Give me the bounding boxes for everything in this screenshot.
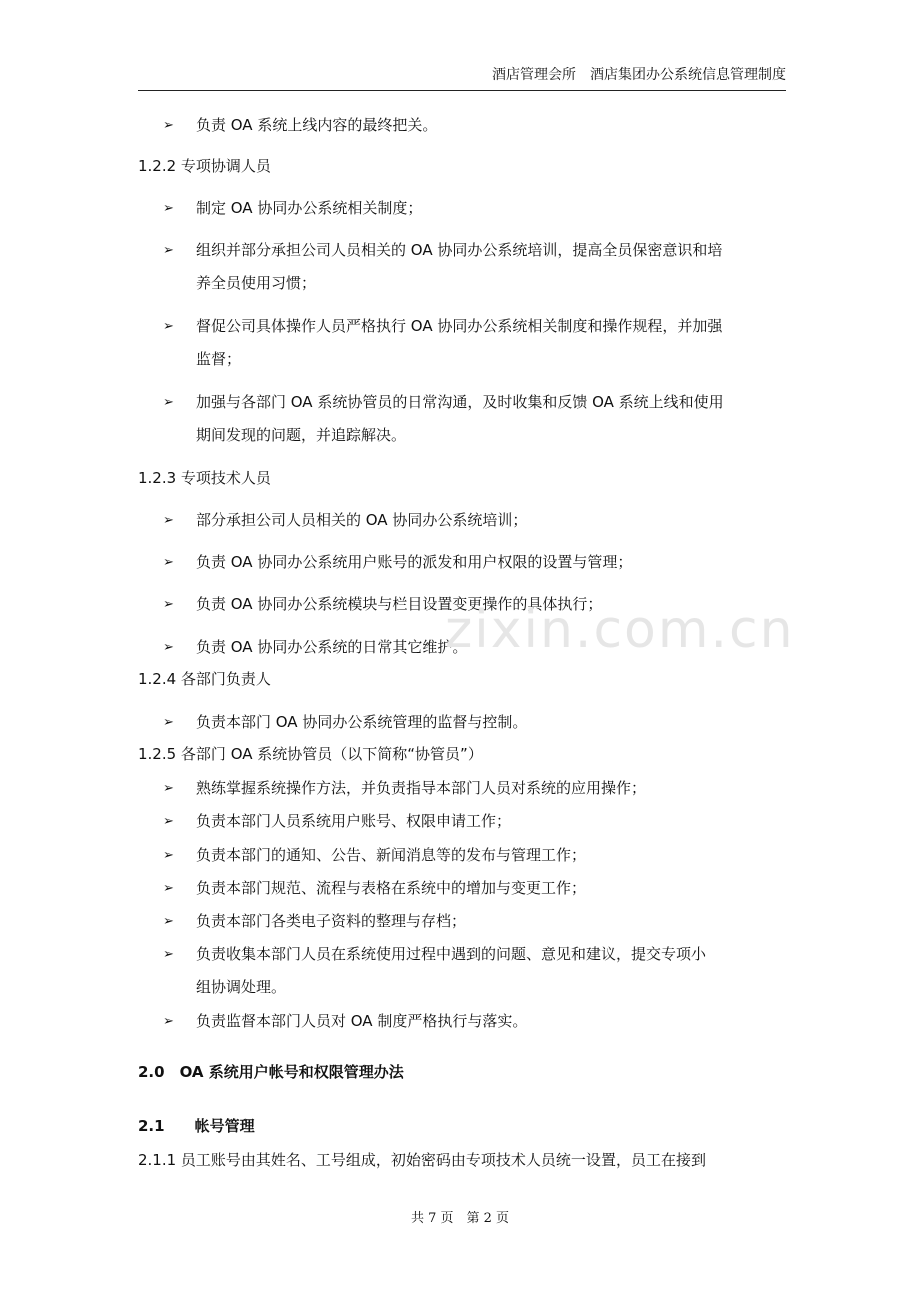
subsection-heading: 1.2.2 专项协调人员 bbox=[138, 157, 271, 175]
subsection-heading: 1.2.4 各部门负责人 bbox=[138, 670, 271, 688]
bullet-icon: ➢ bbox=[163, 848, 174, 863]
page-header: 酒店管理会所 酒店集团办公系统信息管理制度 bbox=[138, 64, 786, 91]
list-item: 负责本部门规范、流程与表格在系统中的增加与变更工作； bbox=[196, 879, 587, 897]
list-item: 监督； bbox=[196, 350, 242, 368]
subsection-heading: 1.2.5 各部门 OA 系统协管员（以下简称“协管员”） bbox=[138, 745, 483, 763]
list-item: 负责收集本部门人员在系统使用过程中遇到的问题、意见和建议，提交专项小 bbox=[196, 945, 707, 963]
list-item: 负责本部门各类电子资料的整理与存档； bbox=[196, 912, 467, 930]
list-item: 负责 OA 协同办公系统模块与栏目设置变更操作的具体执行； bbox=[196, 595, 603, 613]
bullet-icon: ➢ bbox=[163, 1014, 174, 1029]
list-item: 制定 OA 协同办公系统相关制度； bbox=[196, 199, 423, 217]
bullet-icon: ➢ bbox=[163, 947, 174, 962]
list-item: 负责监督本部门人员对 OA 制度严格执行与落实。 bbox=[196, 1012, 528, 1030]
bullet-icon: ➢ bbox=[163, 243, 174, 258]
bullet-icon: ➢ bbox=[163, 319, 174, 334]
list-item: 组协调处理。 bbox=[196, 978, 287, 996]
list-item: 养全员使用习惯； bbox=[196, 274, 317, 292]
page-footer: 共 7 页 第 2 页 bbox=[410, 1211, 510, 1226]
list-item: 负责 OA 协同办公系统的日常其它维护。 bbox=[196, 638, 468, 656]
bullet-icon: ➢ bbox=[163, 513, 174, 528]
list-item: 负责本部门的通知、公告、新闻消息等的发布与管理工作； bbox=[196, 846, 587, 864]
list-item: 熟练掌握系统操作方法，并负责指导本部门人员对系统的应用操作； bbox=[196, 779, 647, 797]
list-item: 期间发现的问题，并追踪解决。 bbox=[196, 426, 407, 444]
paragraph: 2.1.1 员工账号由其姓名、工号组成，初始密码由专项技术人员统一设置，员工在接到 bbox=[138, 1151, 706, 1169]
bullet-icon: ➢ bbox=[163, 914, 174, 929]
list-item: 部分承担公司人员相关的 OA 协同办公系统培训； bbox=[196, 511, 528, 529]
list-item: 组织并部分承担公司人员相关的 OA 协同办公系统培训，提高全员保密意识和培 bbox=[196, 241, 723, 259]
bullet-icon: ➢ bbox=[163, 118, 174, 133]
list-item: 督促公司具体操作人员严格执行 OA 协同办公系统相关制度和操作规程，并加强 bbox=[196, 317, 723, 335]
subsection-heading: 1.2.3 专项技术人员 bbox=[138, 469, 271, 487]
bullet-icon: ➢ bbox=[163, 201, 174, 216]
bullet-icon: ➢ bbox=[163, 814, 174, 829]
bullet-icon: ➢ bbox=[163, 715, 174, 730]
list-item: 负责 OA 协同办公系统用户账号的派发和用户权限的设置与管理； bbox=[196, 553, 633, 571]
list-item: 加强与各部门 OA 系统协管员的日常沟通，及时收集和反馈 OA 系统上线和使用 bbox=[196, 393, 724, 411]
bullet-icon: ➢ bbox=[163, 395, 174, 410]
list-item: 负责本部门人员系统用户账号、权限申请工作； bbox=[196, 812, 512, 830]
section-heading: 2.0 OA 系统用户帐号和权限管理办法 bbox=[138, 1063, 404, 1081]
section-heading: 2.1 帐号管理 bbox=[138, 1117, 255, 1135]
bullet-icon: ➢ bbox=[163, 640, 174, 655]
bullet-icon: ➢ bbox=[163, 881, 174, 896]
watermark: zixin.com.cn bbox=[445, 600, 795, 660]
bullet-icon: ➢ bbox=[163, 597, 174, 612]
bullet-icon: ➢ bbox=[163, 781, 174, 796]
list-item: 负责本部门 OA 协同办公系统管理的监督与控制。 bbox=[196, 713, 528, 731]
list-item: 负责 OA 系统上线内容的最终把关。 bbox=[196, 116, 438, 134]
bullet-icon: ➢ bbox=[163, 555, 174, 570]
